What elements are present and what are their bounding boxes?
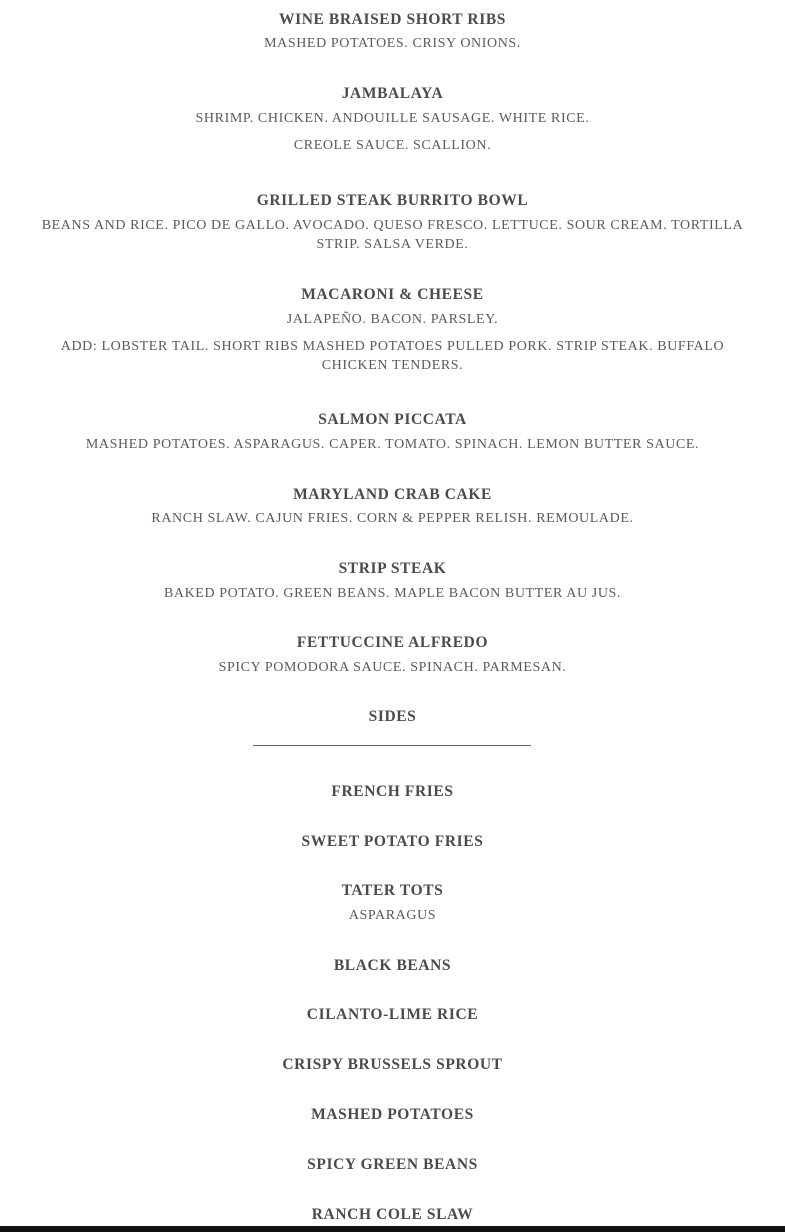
menu-item-name: FETTUCCINE ALFREDO: [296, 634, 489, 651]
menu-item-description: ADD: LOBSTER TAIL. SHORT RIBS MASHED POTATOES PULLED PORK. STRIP STEAK. BUFFALO CHICKEN TENDERS.: [60, 339, 725, 373]
side-item-name: CILANTO-LIME RICE: [306, 1006, 479, 1023]
side-item-name: SPICY GREEN BEANS: [307, 1156, 478, 1173]
menu-item-name: JAMBALAYA: [341, 85, 444, 102]
side-item-name: BLACK BEANS: [333, 957, 452, 974]
menu-item-name: GRILLED STEAK BURRITO BOWL: [256, 192, 529, 209]
menu-item-description: MASHED POTATOES. CRISY ONIONS.: [264, 36, 521, 51]
menu-item-description: BEANS AND RICE. PICO DE GALLO. AVOCADO. QUESO FRESCO. LETTUCE. SOUR CREAM. TORTILLA STRIP. SALSA VERDE.: [41, 218, 744, 252]
menu-item-description: RANCH SLAW. CAJUN FRIES. CORN & PEPPER RELISH. REMOULADE.: [151, 511, 634, 526]
side-item-name: SWEET POTATO FRIES: [301, 833, 484, 850]
side-item-name: CRISPY BRUSSELS SPROUT: [282, 1056, 503, 1073]
menu-item-name: MARYLAND CRAB CAKE: [293, 486, 492, 503]
menu-item-description: SHRIMP. CHICKEN. ANDOUILLE SAUSAGE. WHITE RICE.: [195, 111, 590, 126]
side-item-description: ASPARAGUS: [348, 908, 437, 923]
bottom-bar: [0, 1226, 785, 1232]
menu-item-description: JALAPEÑO. BACON. PARSLEY.: [286, 312, 499, 327]
side-item-name: TATER TOTS: [341, 882, 444, 899]
side-item-name: RANCH COLE SLAW: [311, 1206, 474, 1223]
menu-item-description: CREOLE SAUCE. SCALLION.: [293, 138, 492, 153]
menu-item-description: BAKED POTATO. GREEN BEANS. MAPLE BACON BUTTER AU JUS.: [163, 586, 622, 601]
side-item-name: MASHED POTATOES: [311, 1106, 474, 1123]
sides-divider: [253, 745, 531, 746]
menu-item-name: MACARONI & CHEESE: [301, 286, 484, 303]
menu-item-description: MASHED POTATOES. ASPARAGUS. CAPER. TOMATO. SPINACH. LEMON BUTTER SAUCE.: [85, 437, 700, 452]
menu-item-description: SPICY POMODORA SAUCE. SPINACH. PARMESAN.: [218, 660, 567, 675]
side-item-name: FRENCH FRIES: [331, 783, 454, 800]
menu-item-name: STRIP STEAK: [338, 560, 447, 577]
menu-item-name: WINE BRAISED SHORT RIBS: [278, 11, 507, 28]
sides-heading: SIDES: [368, 708, 417, 725]
menu-item-name: SALMON PICCATA: [318, 411, 467, 428]
